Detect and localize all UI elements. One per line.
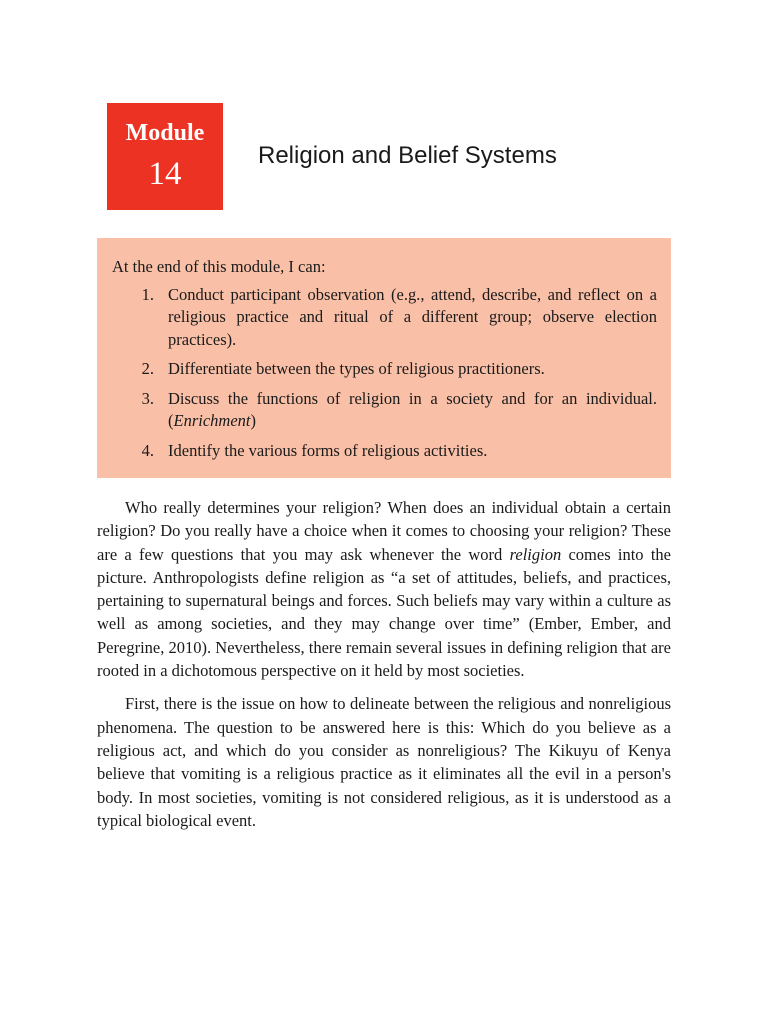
objective-number: 1. bbox=[141, 284, 154, 304]
objectives-list bbox=[112, 284, 657, 463]
objective-number: 3. bbox=[141, 388, 154, 408]
objective-text bbox=[168, 388, 657, 433]
module-number: 14 bbox=[148, 156, 182, 192]
objective-text: Identify the various forms of religious activities. bbox=[168, 440, 488, 460]
objective-text-part: ) bbox=[250, 411, 256, 430]
objective-text-emphasis: Enrichment bbox=[173, 411, 251, 430]
body-paragraph-part: comes into the picture. Anthropologists define religion as “a set of attitudes, beliefs, and practices, pertaining to supernatural beings and forces. Such beliefs may vary within a culture as well as among societies, and they may change over time” (Ember, Ember, and Peregrine, 2010). Nevertheless, there remain several issues in defining religion that are rooted in a dichotomous perspective on it held by most societies. bbox=[97, 544, 671, 681]
body-paragraph: First, there is the issue on how to delineate between the religious and nonreligious phenomena. The question to be answered here is this: Which do you believe as a religious act, and which do you consider as nonreligious? The Kikuyu of Kenya believe that vomiting is a religious practice as it eliminates all the evil in a person's body. In most societies, vomiting is not considered religious, as it is understood as a typical biological event. bbox=[97, 694, 671, 830]
module-badge bbox=[107, 103, 223, 210]
objective-item bbox=[112, 440, 657, 463]
objective-item bbox=[112, 284, 657, 352]
module-label: Module bbox=[125, 120, 205, 146]
objectives-intro: At the end of this module, I can: bbox=[112, 257, 326, 276]
objective-number: 4. bbox=[141, 440, 154, 460]
body-paragraph-emphasis: religion bbox=[509, 544, 562, 564]
body-paragraph bbox=[97, 496, 671, 682]
body-paragraph-part: Who really determines your religion? When does an individual obtain a certain religion? Do you really have a choice when it comes to choosing your religion? These are a few questions that you may ask whenever the word bbox=[97, 498, 671, 564]
objective-item bbox=[112, 358, 657, 381]
module-title: Religion and Belief Systems bbox=[258, 142, 557, 169]
body-text bbox=[97, 496, 671, 842]
objective-text: Differentiate between the types of religious practitioners. bbox=[168, 359, 545, 378]
objective-item bbox=[112, 388, 657, 433]
objective-text-part: Discuss the functions of religion in a society and for an individual. ( bbox=[168, 388, 657, 430]
learning-objectives-box bbox=[97, 238, 671, 478]
objective-text: Conduct participant observation (e.g., attend, describe, and reflect on a religious practice and ritual of a different group; observe election practices). bbox=[168, 284, 657, 349]
objective-number: 2. bbox=[141, 359, 154, 378]
